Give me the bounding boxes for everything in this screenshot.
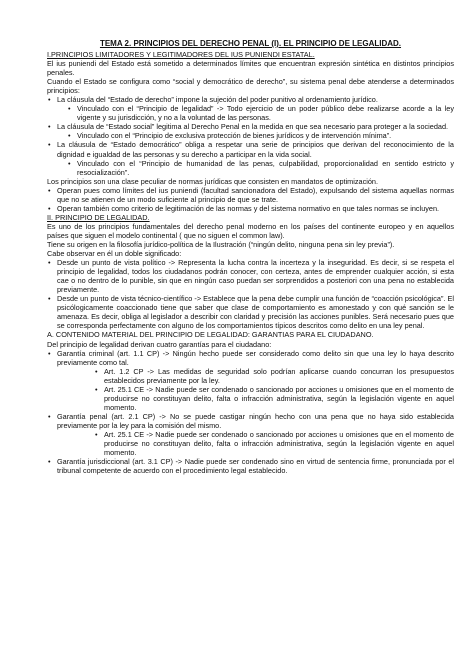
paragraph: Los principios son una clase peculiar de normas jurídicas que consisten en mandatos de optimización.: [47, 176, 378, 186]
section-heading-legalidad: II. PRINCIPIO DE LEGALIDAD.: [47, 212, 150, 222]
sub-bullet-art-25-1: • Art. 25.1 CE -> Nadie puede ser condenado o sancionado por acciones u omisiones que en el momento de producirse no constituyan delito, falta o infracción administrativa, según la legislación vigente en aquel momento.: [47, 430, 454, 457]
paragraph: Es uno de los principios fundamentales del derecho penal moderno en los países del continente europeo y en aquellos países que siguen el modelo continental ( que no siguen el common law).: [47, 221, 454, 240]
document-title: TEMA 2. PRINCIPIOS DEL DERECHO PENAL (I). EL PRINCIPIO DE LEGALIDAD.: [99, 39, 402, 48]
section-heading-contenido-material: A. CONTENIDO MATERIAL DEL PRINCIPIO DE LEGALIDAD: GARANTIAS PARA EL CIUDADANO.: [47, 330, 374, 340]
bullet-garantia-criminal: • Garantía criminal (art. 1.1 CP) -> Ningún hecho puede ser considerado como delito sin que una ley lo haya descrito previamente como tal.: [47, 349, 454, 367]
sub-bullet-humanidad: • Vinculado con el “Principio de humanidad de las penas, culpabilidad, proporcionalidad en sentido estricto y resocialización”.: [47, 159, 454, 177]
bullet-punto-vista-tecnico: • Desde un punto de vista técnico-científico -> Establece que la pena debe cumplir una función de “coacción psicológica”. El psicólogicamente coaccionado tiene que saber que clase de comportamiento es amonestado y con qué sanción se le amenaza. Es decir, obliga al legislador a describir con claridad y precisión las acciones punibles. Será necesario pues que se corresponda perfectamente con alguno de los comportamientos típicos descritos como delito en una ley penal.: [47, 294, 454, 330]
paragraph: Cabe observar en él un doble significado:: [47, 249, 182, 259]
paragraph: El ius puniendi del Estado está sometido a determinados límites que encuentran expresión sintética en distintos principios penales.: [47, 59, 454, 78]
sub-bullet-legalidad: • Vinculado con el “Principio de legalidad” -> Todo ejercicio de un poder público debe realizarse acorde a la ley vigente y su jurisdicción, y no a la voluntad de las personas.: [47, 104, 454, 122]
bullet-estado-derecho: • La cláusula del “Estado de derecho” impone la sujeción del poder punitivo al ordenamiento jurídico.: [47, 95, 454, 104]
sub-bullet-art-25-1: • Art. 25.1 CE -> Nadie puede ser condenado o sancionado por acciones u omisiones que en el momento de producirse no constituyan delito, falta o infracción administrativa, según la legislación vigente en aquel momento.: [47, 385, 454, 412]
bullet-garantia-penal: • Garantía penal (art. 2.1 CP) -> No se puede castigar ningún hecho con una pena que no haya sido establecida previamente por la ley para la comisión del mismo.: [47, 412, 454, 430]
paragraph: Tiene su origen en la filosofía jurídico-política de la Ilustración (“ningún delito, ninguna pena sin ley previa”).: [47, 239, 395, 249]
bullet-operan-criterio: • Operan también como criterio de legitimación de las normas y del sistema normativo en que tales normas se incluyen.: [47, 204, 454, 213]
bullet-estado-democratico: • La cláusula de “Estado democrático” obliga a respetar una serie de principios que derivan del reconocimiento de la dignidad e igualdad de las personas y su derecho a participar en la vida social.: [47, 140, 454, 158]
sub-bullet-bienes-juridicos: • Vinculado con el “Principio de exclusiva protección de bienes jurídicos y de intervención mínima”.: [47, 131, 454, 140]
paragraph: Del principio de legalidad derivan cuatro garantías para el ciudadano:: [47, 339, 272, 349]
sub-bullet-art-1-2: • Art. 1.2 CP -> Las medidas de seguridad solo podrían aplicarse cuando concurran los presupuestos establecidos previamente por la ley.: [47, 367, 454, 385]
bullet-estado-social: • La cláusula de “Estado social” legitima al Derecho Penal en la medida en que sea necesario para proteger a la sociedad.: [47, 122, 454, 131]
bullet-garantia-jurisdiccional: • Garantía jurisdiccional (art. 3.1 CP) -> Nadie puede ser condenado sino en virtud de sentencia firme, pronunciada por el tribunal competente de acuerdo con el procedimiento legal establecido.: [47, 457, 454, 475]
section-heading-limitadores: I.PRINCIPIOS LIMITADORES Y LEGITIMADORES DEL IUS PUNIENDI ESTATAL.: [47, 50, 315, 59]
bullet-punto-vista-politico: • Desde un punto de vista político -> Representa la lucha contra la incerteza y la inseguridad. Es decir, si se respeta el principio de legalidad, todos los ciudadanos podrán conocer, con certeza, antes de emprender cualquier acción, si esta cae o no dentro de lo punible, sin que en ningún caso puedan ser sorprendidos a posteriori con una pena no establecida previamente.: [47, 258, 454, 294]
paragraph: Cuando el Estado se configura como “social y democrático de derecho”, su sistema penal debe atenderse a determinados principios:: [47, 77, 454, 96]
bullet-operan-limites: • Operan pues como límites del ius puniendi (facultad sancionadora del Estado), expulsando del sistema aquellas normas que no se atienen de un modo suficiente al principio de que se trate.: [47, 186, 454, 204]
